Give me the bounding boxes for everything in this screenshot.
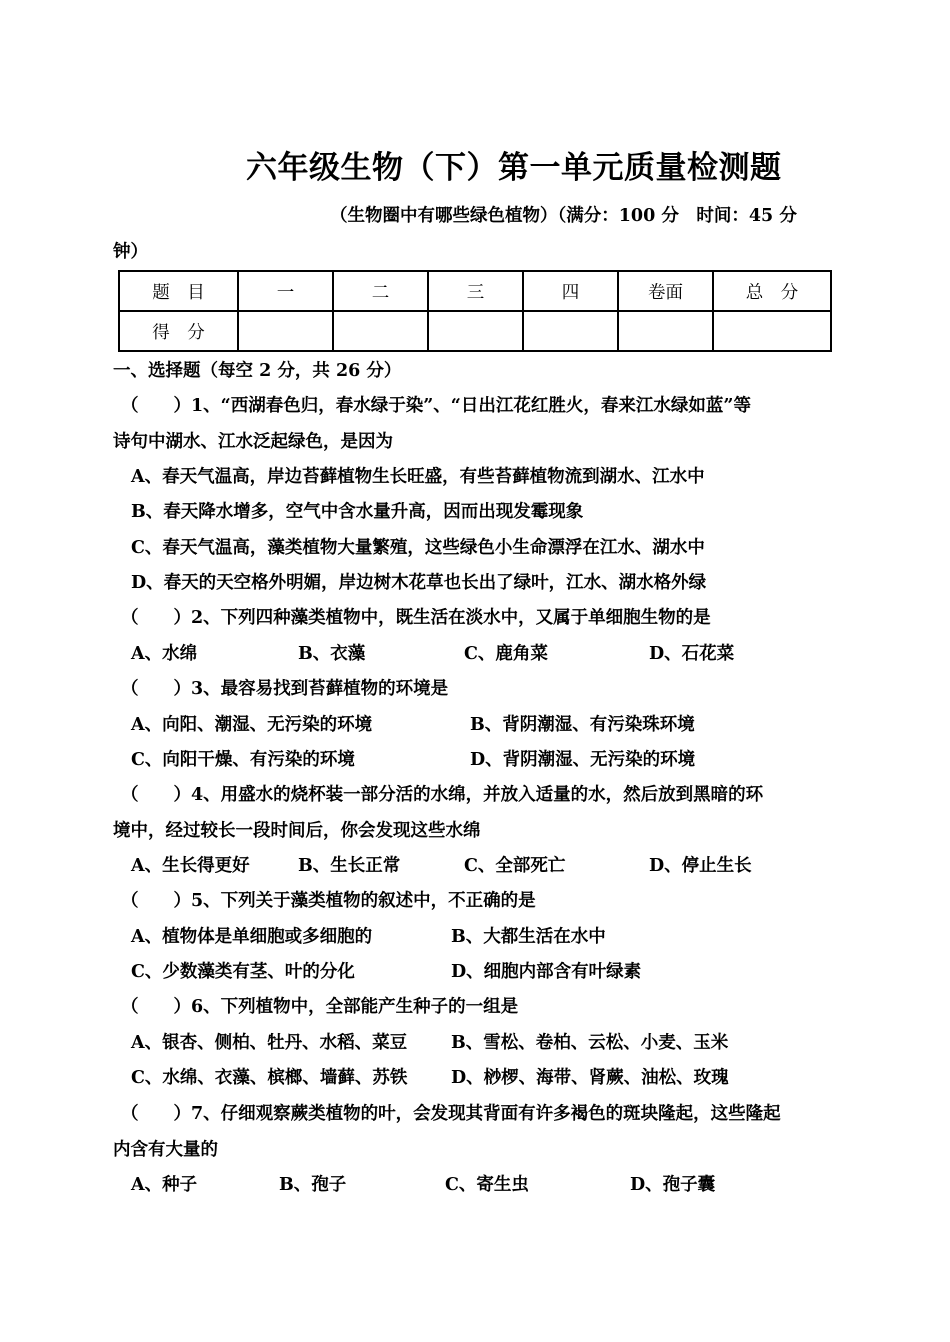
q4-option-a: A、生长得更好 xyxy=(131,856,250,876)
q2-option-c: C、鹿角菜 xyxy=(464,644,548,664)
question-5: （ ）5、下列关于藻类植物的叙述中，不正确的是 xyxy=(121,891,536,911)
q6-option-c: C、水绵、衣藻、槟榔、墙藓、苏铁 xyxy=(131,1068,408,1088)
q2-option-b: B、衣藻 xyxy=(298,644,366,664)
score-header-cell: 题 目 xyxy=(119,271,238,311)
q5-option-c: C、少数藻类有茎、叶的分化 xyxy=(131,962,355,982)
question-7: （ ）7、仔细观察蕨类植物的叶，会发现其背面有许多褐色的斑块隆起，这些隆起 xyxy=(121,1104,781,1124)
subtitle-continuation: 钟） xyxy=(113,242,148,262)
q5-option-a: A、植物体是单细胞或多细胞的 xyxy=(131,927,373,947)
section-heading: 一、选择题（每空 2 分，共 26 分） xyxy=(113,361,402,381)
page-title: 六年级生物（下）第一单元质量检测题 xyxy=(246,150,782,186)
score-header-cell: 总 分 xyxy=(713,271,831,311)
score-cell[interactable] xyxy=(333,311,428,351)
score-row-label: 得 分 xyxy=(119,311,238,351)
question-3: （ ）3、最容易找到苔藓植物的环境是 xyxy=(121,679,449,699)
score-header-cell: 四 xyxy=(523,271,618,311)
question-6: （ ）6、下列植物中，全部能产生种子的一组是 xyxy=(121,997,519,1017)
q4-option-d: D、停止生长 xyxy=(649,856,752,876)
q7-option-c: C、寄生虫 xyxy=(445,1175,529,1195)
q1-option-c: C、春天气温高，藻类植物大量繁殖，这些绿色小生命漂浮在江水、湖水中 xyxy=(131,538,705,558)
score-header-cell: 二 xyxy=(333,271,428,311)
score-cell[interactable] xyxy=(428,311,523,351)
score-cell[interactable] xyxy=(713,311,831,351)
q6-option-d: D、桫椤、海带、肾蕨、油松、玫瑰 xyxy=(451,1068,729,1088)
score-header-cell: 三 xyxy=(428,271,523,311)
q1-option-b: B、春天降水增多，空气中含水量升高，因而出现发霉现象 xyxy=(131,502,584,522)
q1-option-a: A、春天气温高，岸边苔藓植物生长旺盛，有些苔藓植物流到湖水、江水中 xyxy=(131,467,705,487)
q3-option-b: B、背阴潮湿、有污染珠环境 xyxy=(470,715,695,735)
q7-option-b: B、孢子 xyxy=(279,1175,347,1195)
question-7-continuation: 内含有大量的 xyxy=(113,1140,218,1160)
q4-option-b: B、生长正常 xyxy=(298,856,401,876)
score-header-cell: 一 xyxy=(238,271,333,311)
score-cell[interactable] xyxy=(238,311,333,351)
q1-option-d: D、春天的天空格外明媚，岸边树木花草也长出了绿叶，江水、湖水格外绿 xyxy=(131,573,707,593)
q7-option-a: A、种子 xyxy=(131,1175,198,1195)
q2-option-a: A、水绵 xyxy=(131,644,198,664)
score-header-cell: 卷面 xyxy=(618,271,713,311)
score-cell[interactable] xyxy=(523,311,618,351)
q5-option-b: B、大都生活在水中 xyxy=(451,927,606,947)
q4-option-c: C、全部死亡 xyxy=(464,856,566,876)
score-table-header-row xyxy=(119,271,831,311)
q3-option-d: D、背阴潮湿、无污染的环境 xyxy=(470,750,696,770)
q2-option-d: D、石花菜 xyxy=(649,644,735,664)
question-1: （ ）1、“西湖春色归，春水绿于染”、“日出江花红胜火，春来江水绿如蓝”等 xyxy=(121,396,751,416)
q6-option-b: B、雪松、卷柏、云松、小麦、玉米 xyxy=(451,1033,729,1053)
score-table xyxy=(118,270,832,352)
q3-option-c: C、向阳干燥、有污染的环境 xyxy=(131,750,355,770)
question-2: （ ）2、下列四种藻类植物中，既生活在淡水中，又属于单细胞生物的是 xyxy=(121,608,711,628)
question-1-continuation: 诗句中湖水、江水泛起绿色，是因为 xyxy=(113,432,393,452)
subtitle: （生物圈中有哪些绿色植物）（满分：100 分 时间：45 分 xyxy=(330,206,797,226)
question-4-continuation: 境中，经过较长一段时间后，你会发现这些水绵 xyxy=(113,821,481,841)
score-cell[interactable] xyxy=(618,311,713,351)
question-4: （ ）4、用盛水的烧杯装一部分活的水绵，并放入适量的水，然后放到黑暗的环 xyxy=(121,785,764,805)
q7-option-d: D、孢子囊 xyxy=(630,1175,716,1195)
q5-option-d: D、细胞内部含有叶绿素 xyxy=(451,962,642,982)
score-table-score-row xyxy=(119,311,831,351)
q3-option-a: A、向阳、潮湿、无污染的环境 xyxy=(131,715,373,735)
q6-option-a: A、银杏、侧柏、牡丹、水稻、菜豆 xyxy=(131,1033,408,1053)
